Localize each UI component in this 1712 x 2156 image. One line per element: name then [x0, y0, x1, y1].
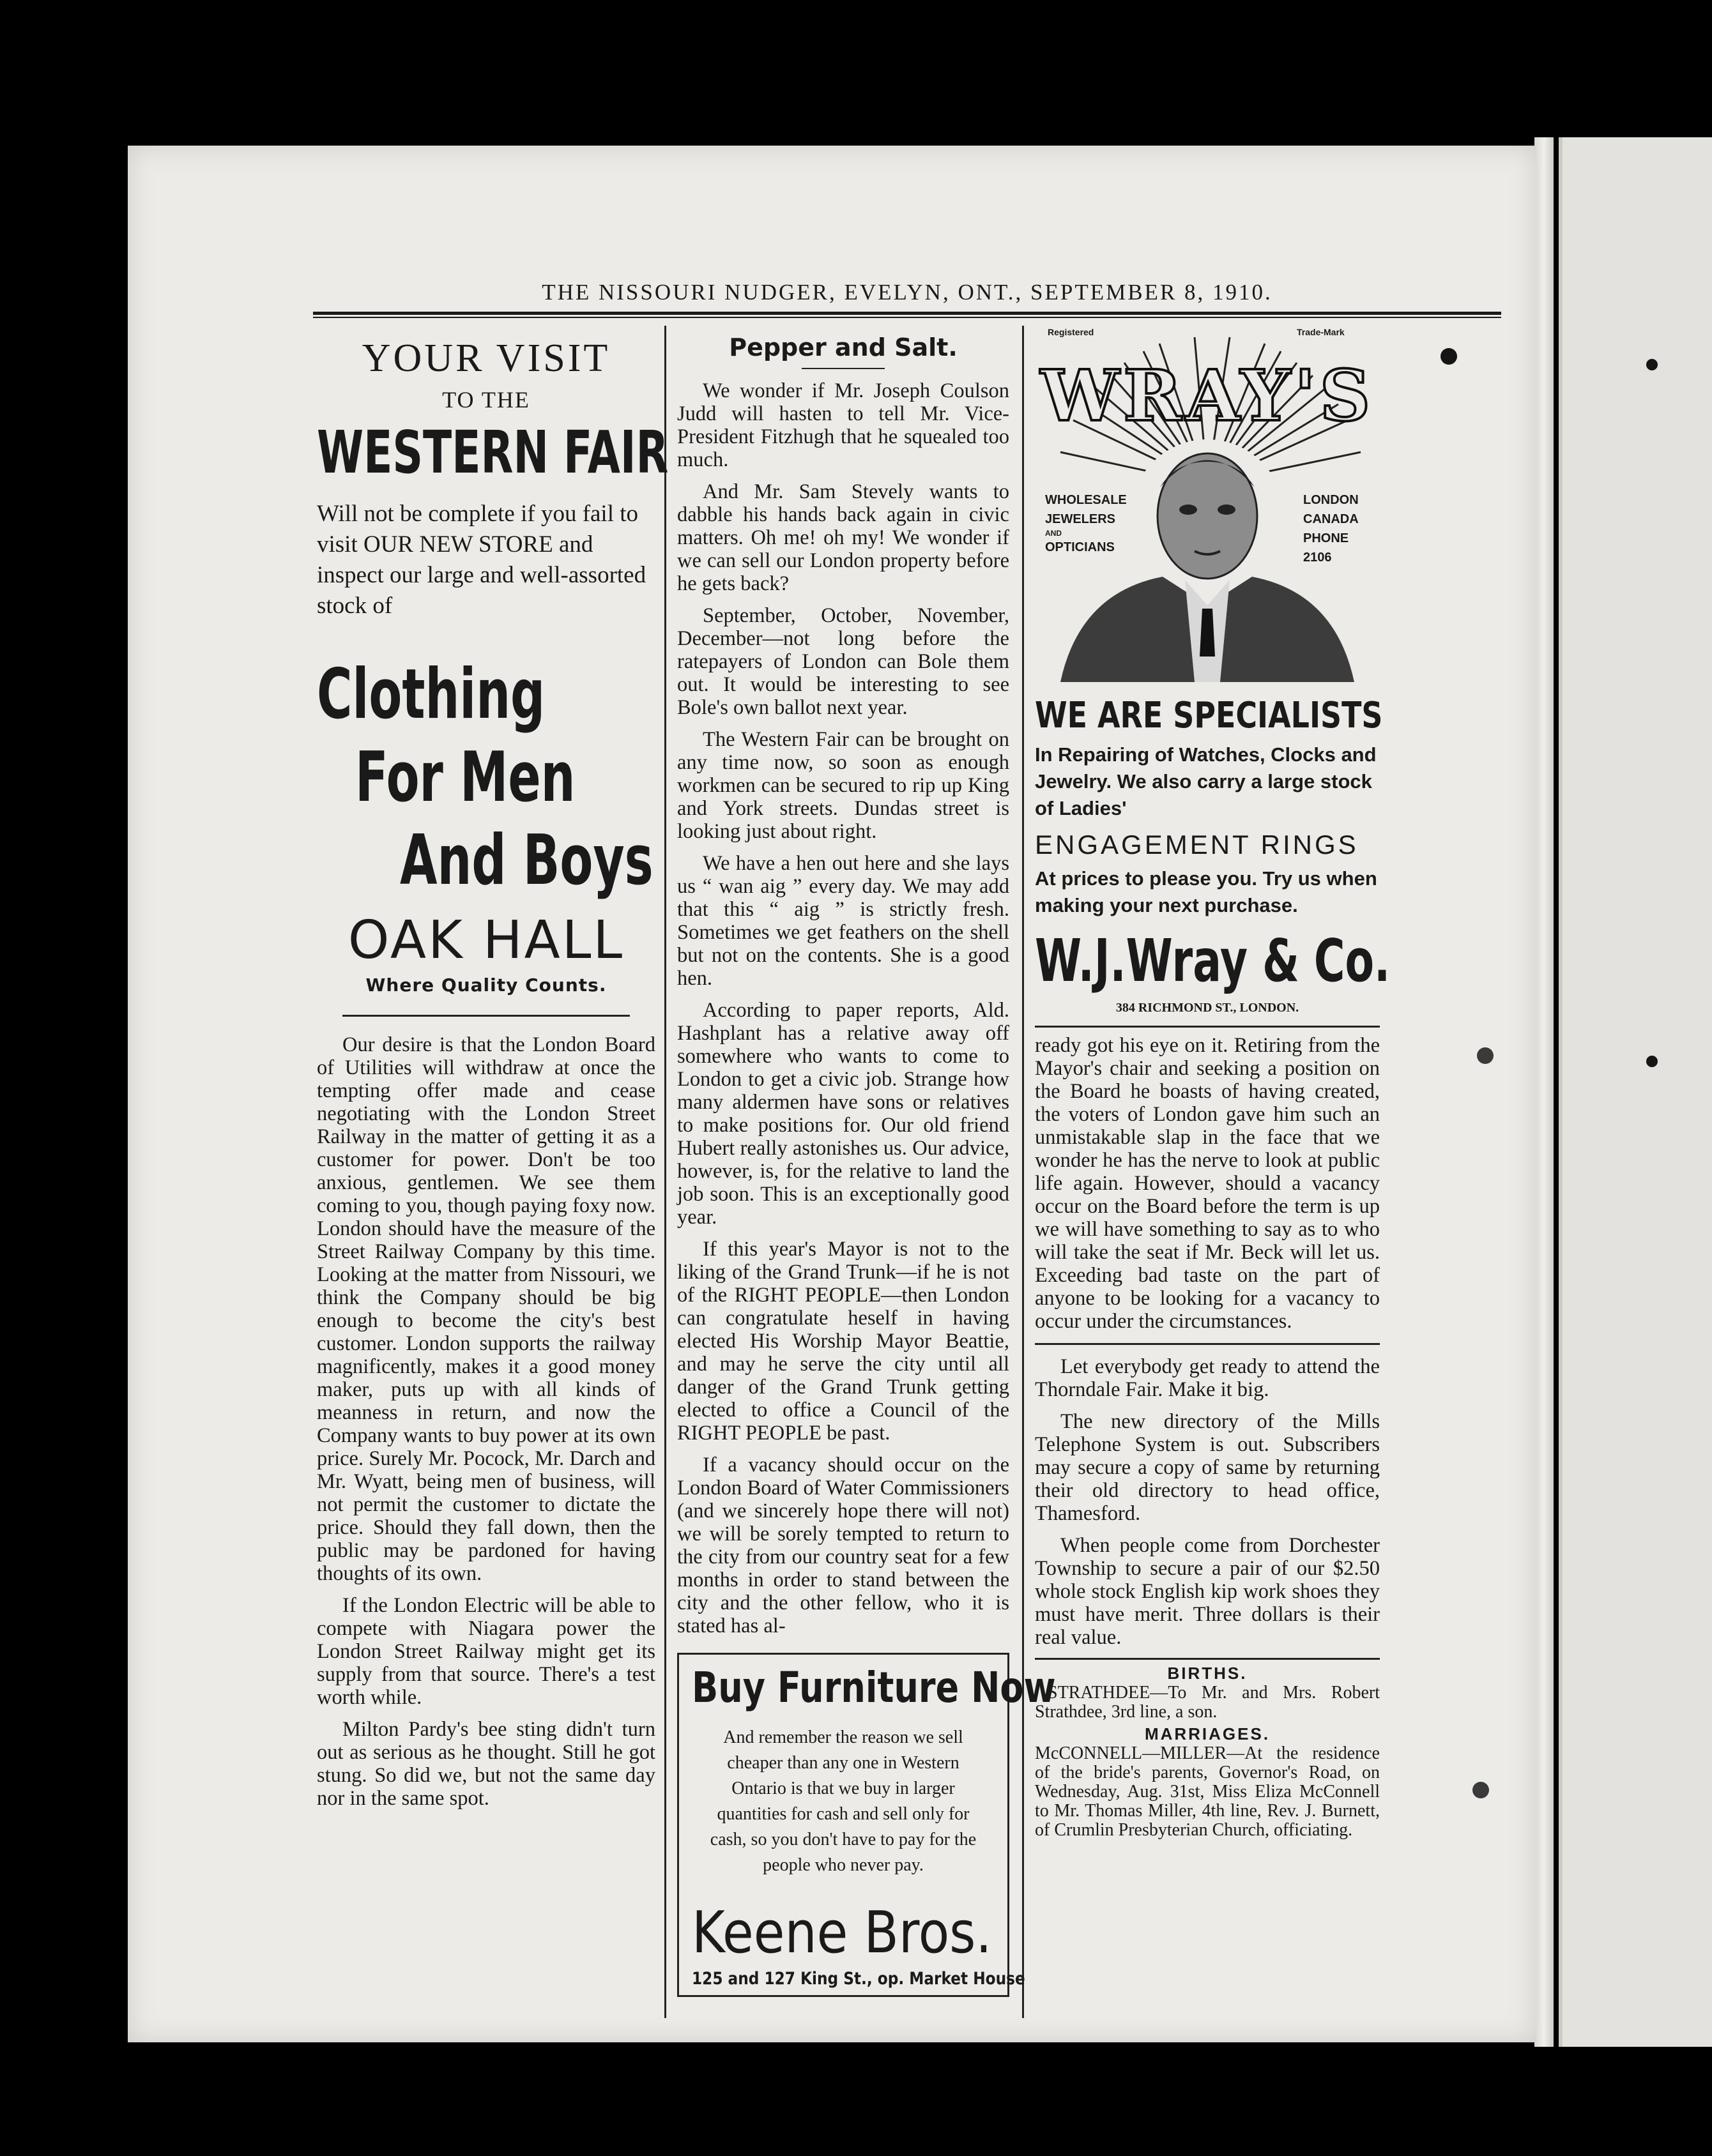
ad-body-2: At prices to please you. Try us when making your next purchase.	[1035, 867, 1377, 916]
paragraph: September, October, November, December—not long before the ratepayers of London can Bole them out. It would be interesting to see Bole's own ballot next year.	[677, 604, 1009, 719]
ad-headline: Buy Furniture Now	[692, 1663, 1056, 1712]
paragraph: If this year's Mayor is not to the liking of the Grand Trunk—if he is not of the RIGHT PEOPLE—then London can congratulate heself in having elected His Worship Mayor Beattie, and may he serve the city until all danger of the Grand Trunk getting elected to office a Council of the RIGHT PEOPLE be past.	[677, 1238, 1009, 1445]
section-rule	[1035, 1343, 1380, 1345]
paragraph: When people come from Dorchester Township to secure a pair of our $2.50 whole stock English kip work shoes they must have merit. Three dollars is their real value.	[1035, 1534, 1380, 1649]
wray-right-text: LONDON CANADA PHONE 2106	[1303, 493, 1359, 565]
ad-wray-logo	[1035, 324, 1380, 682]
ad-oak-hall	[317, 336, 669, 996]
trademark-label: Trade-Mark	[1297, 327, 1345, 337]
pin-hole-icon	[1477, 1047, 1494, 1064]
column-3	[1035, 324, 1391, 1840]
paragraph: We wonder if Mr. Joseph Coulson Judd will hasten to tell Mr. Vice-President Fitzhugh that he squealed too much.	[677, 379, 1009, 471]
page-fold-shadow	[1534, 137, 1554, 2047]
ad-store-name: W.J.Wray & Co.	[1035, 927, 1391, 995]
paragraph: And Mr. Sam Stevely wants to dabble his hands back again in civic matters. Oh me! oh my! We wonder if we can sell our London property before he gets back?	[677, 480, 1009, 595]
marriages-heading: MARRIAGES.	[1144, 1724, 1271, 1743]
wray-logo-text: WRAY'S	[1040, 354, 1375, 437]
ad-tagline: Where Quality Counts.	[365, 975, 607, 996]
ad-address: 384 RICHMOND ST., LONDON.	[1115, 1001, 1299, 1015]
ad-headline: YOUR VISIT	[362, 337, 611, 380]
ad-event-name: WESTERN FAIR	[317, 418, 669, 487]
registered-label: Registered	[1048, 327, 1094, 337]
pin-hole-icon	[1472, 1782, 1489, 1798]
ad-body: In Repairing of Watches, Clocks and Jewelry. We also carry a large stock of Ladies'	[1035, 743, 1377, 819]
paragraph: Our desire is that the London Board of Utilities will withdraw at once the tempting offer made and cease negotiating with the London Street Railway in the matter of getting it as a customer for power. Don't be too anxious, gentlemen. We see them coming to you, though paying foxy now. London should have the measure of the Street Railway Company by this time. Looking at the matter from Nissouri, we think the Company should be big enough to become the city's best customer. London supports the railway magnificently, makes it a good money maker, puts up with all kinds of meanness in return, and now the Company wants to buy power at its own price. Surely Mr. Pocock, Mr. Darch and Mr. Wyatt, being men of business, will not permit the customer to dictate the price. Should they fall down, then the public may be pardoned for having thoughts of its own.	[317, 1033, 655, 1585]
ad-keene-bros	[677, 1653, 1056, 1997]
ad-address: 125 and 127 King St., op. Market House	[692, 1969, 1025, 1989]
editorial-column-3	[1035, 1034, 1380, 1649]
ad-clothing-line-3: And Boys	[400, 821, 653, 900]
ad-rings: ENGAGEMENT RINGS	[1035, 830, 1359, 860]
title-rule	[802, 368, 885, 369]
marriages-notice	[1035, 1724, 1380, 1840]
ad-store-name: OAK HALL	[348, 910, 625, 971]
pin-hole-icon	[1646, 1056, 1658, 1067]
section-rule	[342, 1015, 630, 1017]
ad-clothing-line-2: For Men	[355, 738, 576, 817]
marriages-text: McCONNELL—MILLER—At the residence of the bride's parents, Governor's Road, on Wednesday, Aug. 31st, Miss Eliza McConnell to Mr. Thomas Miller, 4th line, Rev. J. Burnett, of Crumlin Presbyterian Church, officiating.	[1035, 1743, 1380, 1840]
paragraph: ready got his eye on it. Retiring from the Mayor's chair and seeking a position on the Board he boasts of having created, the voters of London gave him such an unmistakable slap in the face that we wonder he has the nerve to look at public life again. However, should a vacancy occur on the Board before the term is up we will have something to say as to who will take the seat if Mr. Beck will let us. Exceeding bad taste on the part of anyone to be looking for a vacancy to occur under the circumstances.	[1035, 1034, 1380, 1333]
ad-body: Will not be complete if you fail to visit OUR NEW STORE and inspect our large and well-assorted stock of	[317, 501, 646, 619]
column-2	[677, 324, 1056, 1997]
paragraph: We have a hen out here and she lays us “ wan aig ” every day. We may add that this “ aig ” is strictly fresh. Sometimes we get feathers on the shell but not on the contents. She is a good hen.	[677, 852, 1009, 990]
masthead: THE NISSOURI NUDGER, EVELYN, ONT., SEPTEMBER 8, 1910.	[542, 280, 1273, 305]
pepper-and-salt-body	[677, 379, 1009, 1637]
column-rule-1	[664, 326, 666, 2018]
pin-hole-icon	[1441, 348, 1457, 365]
paragraph: Let everybody get ready to attend the Thorndale Fair. Make it big.	[1035, 1355, 1380, 1401]
column-1	[317, 324, 669, 1810]
paragraph: The Western Fair can be brought on any time now, so soon as enough workmen can be secured to rip up King and York streets. Dundas street is looking just about right.	[677, 728, 1009, 843]
paragraph: If a vacancy should occur on the London Board of Water Commissioners (and we sincerely hope there will not) we will be sorely tempted to return to the city from our country seat for a few months in order to stand between the city and the other fellow, who it is stated has al-	[677, 1454, 1009, 1637]
births-heading: BIRTHS.	[1167, 1664, 1248, 1683]
paragraph: The new directory of the Mills Telephone System is out. Subscribers may secure a copy of same by returning their old directory to head office, Thamesford.	[1035, 1410, 1380, 1525]
editorial-column-1	[317, 1033, 655, 1810]
ad-subhead: TO THE	[442, 387, 530, 413]
paragraph: According to paper reports, Ald. Hashplant has a relative away off somewhere who wants to come to London to get a civic job. Strange how many aldermen have sons or relatives to make positions for. Our old friend Hubert really astonishes us. Our advice, however, is, for the relative to land the job soon. This is an exceptionally good year.	[677, 999, 1009, 1229]
section-rule	[1035, 1658, 1380, 1660]
paragraph: Milton Pardy's bee sting didn't turn out as serious as he thought. Still he got stung. So did we, but not the same day nor in the same spot.	[317, 1718, 655, 1810]
newspaper-page	[128, 146, 1536, 2042]
ad-clothing-line-1: Clothing	[317, 655, 546, 734]
births-text: STRATHDEE—To Mr. and Mrs. Robert Strathdee, 3rd line, a son.	[1035, 1683, 1380, 1722]
births-notice	[1035, 1664, 1380, 1722]
section-title: Pepper and Salt.	[729, 333, 958, 361]
ad-body: And remember the reason we sell cheaper than any one in Western Ontario is that we buy in larger quantities for cash and sell only for cash, so you don't have to pay for the people who never pay.	[710, 1727, 977, 1875]
ad-store-name: Keene Bros.	[692, 1899, 992, 1966]
column-rule-2	[1022, 326, 1024, 2018]
masthead-rule	[313, 312, 1501, 318]
pin-hole-icon	[1646, 359, 1658, 370]
adjacent-page-edge	[1559, 137, 1712, 2047]
section-rule	[1035, 1026, 1380, 1028]
ad-headline: WE ARE SPECIALISTS	[1035, 695, 1383, 736]
wray-left-text: WHOLESALE JEWELERS AND OPTICIANS	[1045, 493, 1127, 554]
paragraph: If the London Electric will be able to compete with Niagara power the London Street Railway might get its supply from that source. There's a test worth while.	[317, 1594, 655, 1709]
